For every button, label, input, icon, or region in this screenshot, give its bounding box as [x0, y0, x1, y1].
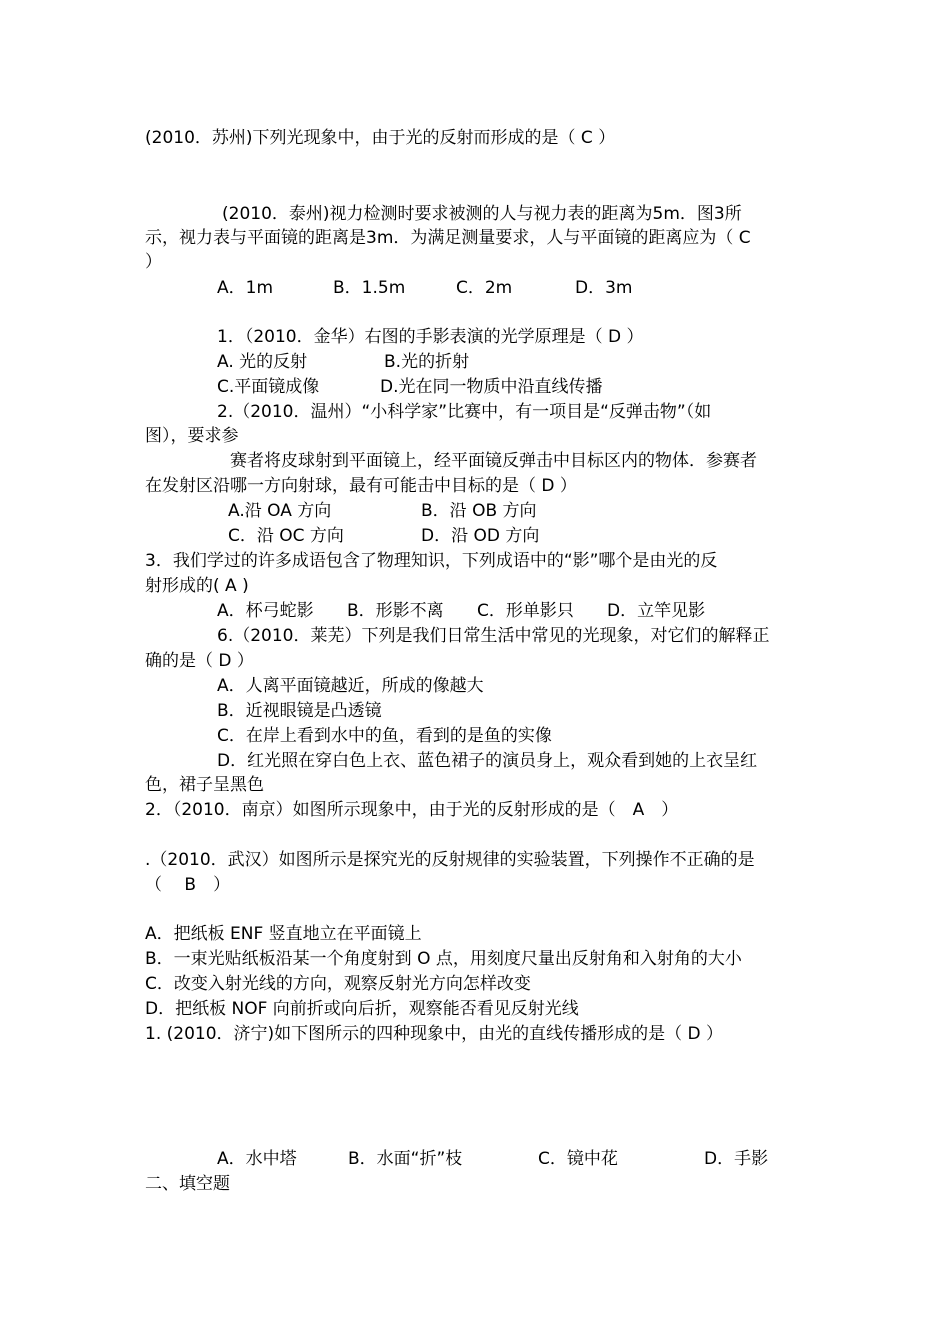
q9-option-b: B．水面“折”枝 [348, 1149, 463, 1169]
q8-option-d: D．把纸板 NOF 向前折或向后折，观察能否看见反射光线 [145, 999, 579, 1019]
q2-option-c: C．2m [456, 278, 513, 298]
q4-line1: 2.（2010．温州）“小科学家”比赛中，有一项目是“反弹击物”（如 [217, 402, 712, 422]
q8-line1: .（2010．武汉）如图所示是探究光的反射规律的实验装置，下列操作不正确的是 [145, 850, 755, 870]
q5-line1: 3．我们学过的许多成语包含了物理知识，下列成语中的“影”哪个是由光的反 [145, 551, 718, 571]
q4-option-a: A.沿 OA 方向 [228, 501, 332, 521]
q6-option-c: C．在岸上看到水中的鱼，看到的是鱼的实像 [217, 726, 552, 746]
q5-option-a: A．杯弓蛇影 [217, 601, 314, 621]
q3-stem: 1．（2010．金华）右图的手影表演的光学原理是（ D ） [217, 327, 644, 347]
q6-option-b: B．近视眼镜是凸透镜 [217, 701, 382, 721]
q3-option-b: B.光的折射 [384, 352, 470, 372]
q6-option-d-line1: D．红光照在穿白色上衣、蓝色裙子的演员身上，观众看到她的上衣呈红 [217, 751, 758, 771]
q5-option-b: B．形影不离 [347, 601, 444, 621]
q4-option-b: B．沿 OB 方向 [421, 501, 537, 521]
q6-line1: 6.（2010．莱芜）下列是我们日常生活中常见的光现象，对它们的解释正 [217, 626, 770, 646]
q9-option-c: C．镜中花 [538, 1149, 618, 1169]
q9-option-d: D．手影 [704, 1149, 769, 1169]
q4-option-d: D．沿 OD 方向 [421, 526, 540, 546]
q3-option-c: C.平面镜成像 [217, 377, 320, 397]
q4-line2: 图），要求参 [145, 426, 239, 446]
section-2-title: 二、填空题 [145, 1174, 230, 1194]
q6-option-d-line2: 色，裙子呈黑色 [145, 775, 264, 795]
q2-option-a: A．1m [217, 278, 274, 298]
q2-line1: (2010．泰州)视力检测时要求被测的人与视力表的距离为5m．图3所 [222, 204, 742, 224]
q5-option-c: C．形单影只 [477, 601, 574, 621]
q3-option-d: D.光在同一物质中沿直线传播 [380, 377, 603, 397]
q2-line2: 示，视力表与平面镜的距离是3m．为满足测量要求，人与平面镜的距离应为（ C [145, 228, 751, 248]
q6-line2: 确的是（ D ） [145, 651, 254, 671]
q2-option-b: B．1.5m [333, 278, 406, 298]
q2-option-d: D．3m [575, 278, 633, 298]
q7-stem: 2．（2010．南京）如图所示现象中，由于光的反射形成的是（ A ） [145, 800, 679, 820]
q8-option-b: B．一束光贴纸板沿某一个角度射到 O 点，用刻度尺量出反射角和入射角的大小 [145, 949, 742, 969]
q5-option-d: D．立竿见影 [607, 601, 706, 621]
q2-line3: ） [145, 252, 162, 272]
q4-option-c: C．沿 OC 方向 [228, 526, 344, 546]
q9-option-a: A．水中塔 [217, 1149, 297, 1169]
q4-line4: 在发射区沿哪一方向射球，最有可能击中目标的是（ D ） [145, 476, 577, 496]
q8-option-c: C．改变入射光线的方向，观察反射光方向怎样改变 [145, 974, 531, 994]
q5-line2: 射形成的( A ) [145, 576, 249, 596]
q6-option-a: A．人离平面镜越近，所成的像越大 [217, 676, 484, 696]
q8-line2: （ B ） [145, 875, 231, 895]
q4-line3: 赛者将皮球射到平面镜上，经平面镜反弹击中目标区内的物体．参赛者 [230, 451, 757, 471]
q8-option-a: A．把纸板 ENF 竖直地立在平面镜上 [145, 924, 422, 944]
q9-stem: 1. (2010．济宁)如下图所示的四种现象中，由光的直线传播形成的是（ D ） [145, 1024, 724, 1044]
q3-option-a: A. 光的反射 [217, 352, 308, 372]
q1-stem: (2010．苏州)下列光现象中，由于光的反射而形成的是（ C ） [145, 128, 616, 148]
